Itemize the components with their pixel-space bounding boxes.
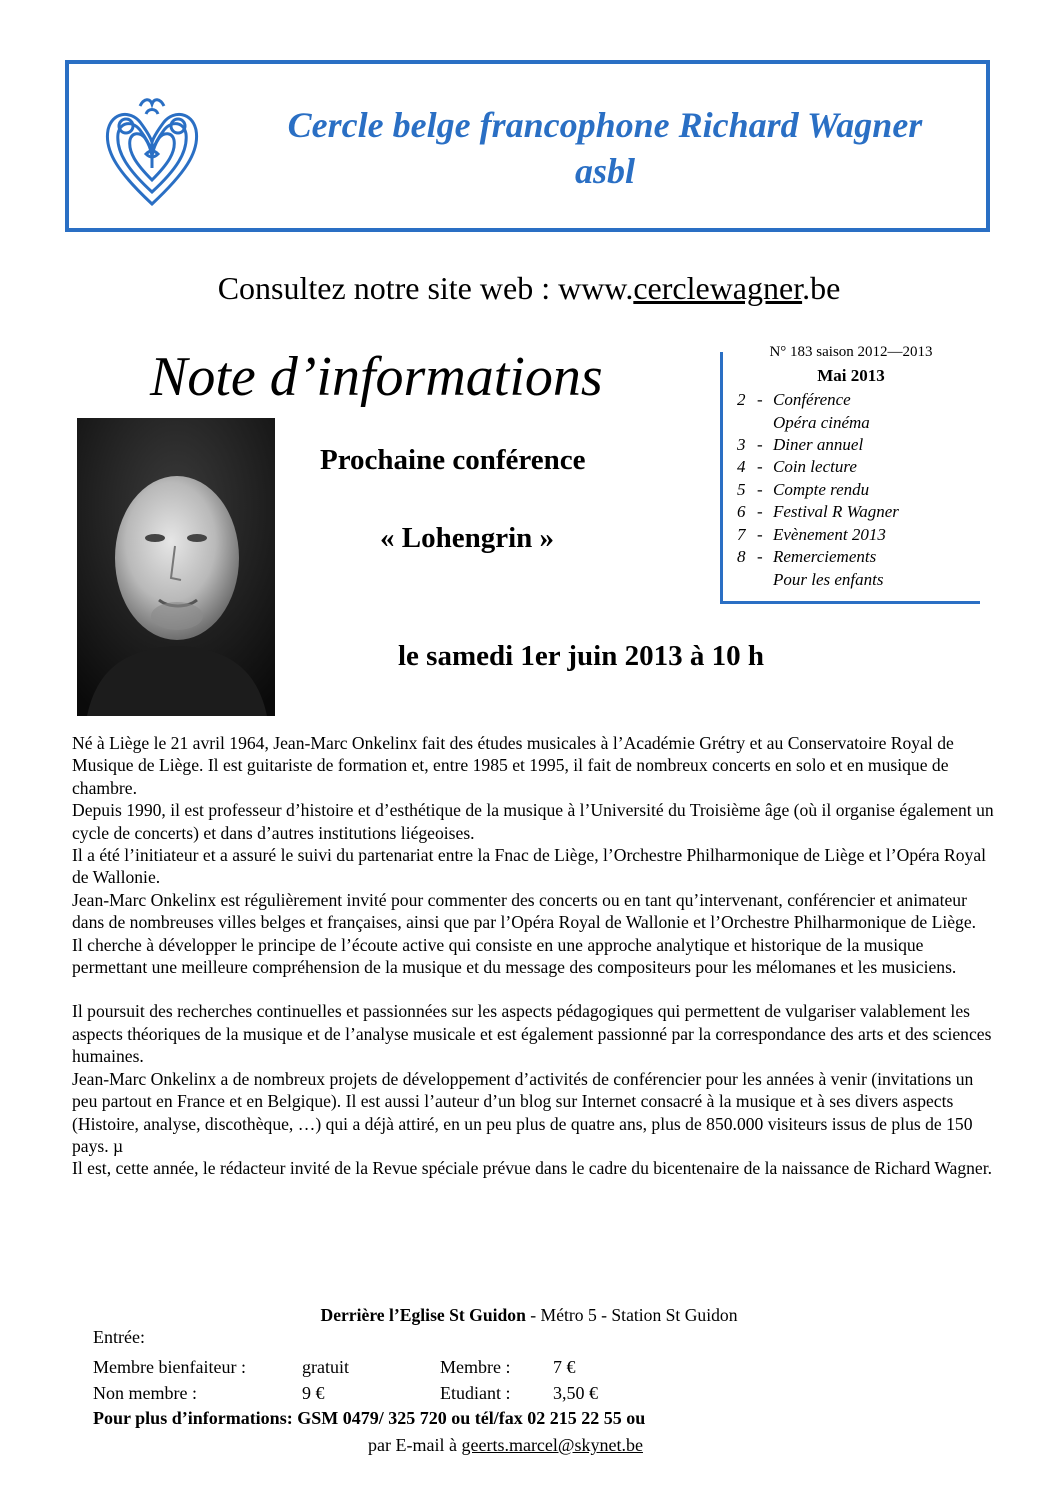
- toc-label: Coin lecture: [773, 457, 857, 476]
- speaker-portrait: [77, 418, 275, 716]
- website-prefix: Consultez notre site web : www.: [217, 270, 634, 306]
- website-line: [0, 270, 1058, 307]
- bio-paragraph: Il a été l’initiateur et a assuré le suivi du partenariat entre la Fnac de Liège, l’Orchestre Philharmonique de Liège et l’Opéra Royal de Wallonie.: [72, 845, 987, 888]
- newsletter-title: Note d’informations: [150, 346, 603, 408]
- member-label: Membre :: [440, 1357, 511, 1377]
- toc-label: Pour les enfants: [773, 570, 884, 589]
- toc-page: 5: [737, 480, 746, 499]
- toc-item: [737, 570, 884, 590]
- toc-page: 3: [737, 435, 746, 454]
- venue-place: Derrière l’Eglise St Guidon: [320, 1305, 526, 1325]
- toc-item: 5 - Compte rendu: [737, 480, 870, 499]
- website-link[interactable]: cerclewagner: [633, 270, 803, 306]
- toc-item: 3 - Diner annuel: [737, 435, 864, 454]
- benefactor-label: Membre bienfaiteur :: [93, 1357, 246, 1377]
- toc-label: Conférence: [773, 390, 851, 409]
- bio-paragraph: Il est, cette année, le rédacteur invité de la Revue spéciale prévue dans le cadre du bicentenaire de la naissance de Richard Wagner.: [72, 1158, 993, 1179]
- toc-item: 2 - Conférence: [737, 390, 851, 409]
- toc-page: 4: [737, 457, 746, 476]
- celtic-knot-heart-icon: [100, 92, 204, 210]
- toc-page: 2: [737, 390, 746, 409]
- toc-label: Diner annuel: [773, 435, 864, 454]
- toc-item: [737, 413, 870, 433]
- toc-item: 4 - Coin lecture: [737, 457, 857, 476]
- toc-item: 8 - Remerciements: [737, 547, 877, 566]
- website-suffix: .be: [802, 270, 841, 306]
- email-line: [368, 1435, 643, 1456]
- issue-date: Mai 2013: [817, 366, 885, 385]
- email-link[interactable]: geerts.marcel@skynet.be: [461, 1435, 643, 1455]
- toc-item: 7 - Evènement 2013: [737, 525, 886, 544]
- toc-page: 7: [737, 525, 746, 544]
- benefactor-price: gratuit: [302, 1357, 349, 1377]
- toc-label: Remerciements: [773, 547, 877, 566]
- toc-page: 8: [737, 547, 746, 566]
- issue-number: N° 183 saison 2012—2013: [769, 344, 933, 360]
- student-price: 3,50 €: [553, 1383, 598, 1403]
- bio-paragraph: Né à Liège le 21 avril 1964, Jean-Marc Onkelinx fait des études musicales à l’Académie Grétry et au Conservatoire Royal de Musique de Liège. Il est guitariste de formation et, entre 1985 et 1995, il fait de nombreux concerts en solo et en musique de chambre.: [72, 733, 954, 798]
- toc-item: 6 - Festival R Wagner: [737, 502, 899, 521]
- org-name: Cercle belge francophone Richard Wagner: [287, 105, 923, 145]
- bio-paragraph: Il poursuit des recherches continuelles et passionnées sur les aspects pédagogiques qui permettent de vulgariser valablement les aspects théoriques de la musique et de l’analyse musicale et est également passionné par la correspondance des arts et des sciences humaines.: [72, 1001, 992, 1067]
- conference-date: le samedi 1er juin 2013 à 10 h: [398, 640, 764, 672]
- org-legal-form: asbl: [574, 151, 635, 191]
- speaker-bio: [72, 732, 994, 1180]
- contact-info: Pour plus d’informations: GSM 0479/ 325 720 ou tél/fax 02 215 22 55 ou: [93, 1408, 646, 1428]
- bio-paragraph: Jean-Marc Onkelinx a de nombreux projets de développement d’activités de conférencier pour les années à venir (invitations un peu partout en France et en Belgique). Il est aussi l’auteur d’un blog sur Internet consacré à la musique et à ses divers aspects (Histoire, analyse, discothèque, …) qui a déjà attiré, en un peu plus de quatre ans, plus de 850.000 visiteurs issus de plus de 150 pays. µ: [72, 1068, 974, 1156]
- nonmember-price: 9 €: [302, 1383, 325, 1403]
- toc-page: 6: [737, 502, 746, 521]
- student-label: Etudiant :: [440, 1383, 511, 1403]
- venue-transport: - Métro 5 - Station St Guidon: [525, 1305, 738, 1325]
- entry-label: Entrée:: [93, 1327, 145, 1347]
- email-prefix: par E-mail à: [368, 1435, 462, 1455]
- toc-label: Evènement 2013: [773, 525, 886, 544]
- bio-paragraph: Il cherche à développer le principe de l’écoute active qui consiste en une approche analytique et historique de la musique permettant une meilleure compréhension de la musique et du message des compositeurs pour les mélomanes et les musiciens.: [72, 934, 957, 978]
- toc-label: Compte rendu: [773, 480, 870, 499]
- venue-line: [0, 1305, 1058, 1326]
- nonmember-label: Non membre :: [93, 1383, 197, 1403]
- member-price: 7 €: [553, 1357, 576, 1377]
- conference-title: « Lohengrin »: [380, 522, 555, 554]
- bio-paragraph: Depuis 1990, il est professeur d’histoire et d’esthétique de la musique à l’Université du Troisième âge (où il organise également un cycle de concerts) et dans d’autres institutions liégeoises.: [72, 800, 994, 843]
- toc-label: Festival R Wagner: [773, 502, 899, 521]
- toc-label: Opéra cinéma: [773, 413, 870, 432]
- bio-paragraph: Jean-Marc Onkelinx est régulièrement invité pour commenter des concerts ou en tant qu’intervenant, conférencier et animateur dans de nombreuses villes belges et françaises, ainsi que par l’Opéra Royal de Wallonie et l’Orchestre Philharmonique de Liège.: [72, 889, 977, 933]
- conference-heading: Prochaine conférence: [320, 444, 586, 476]
